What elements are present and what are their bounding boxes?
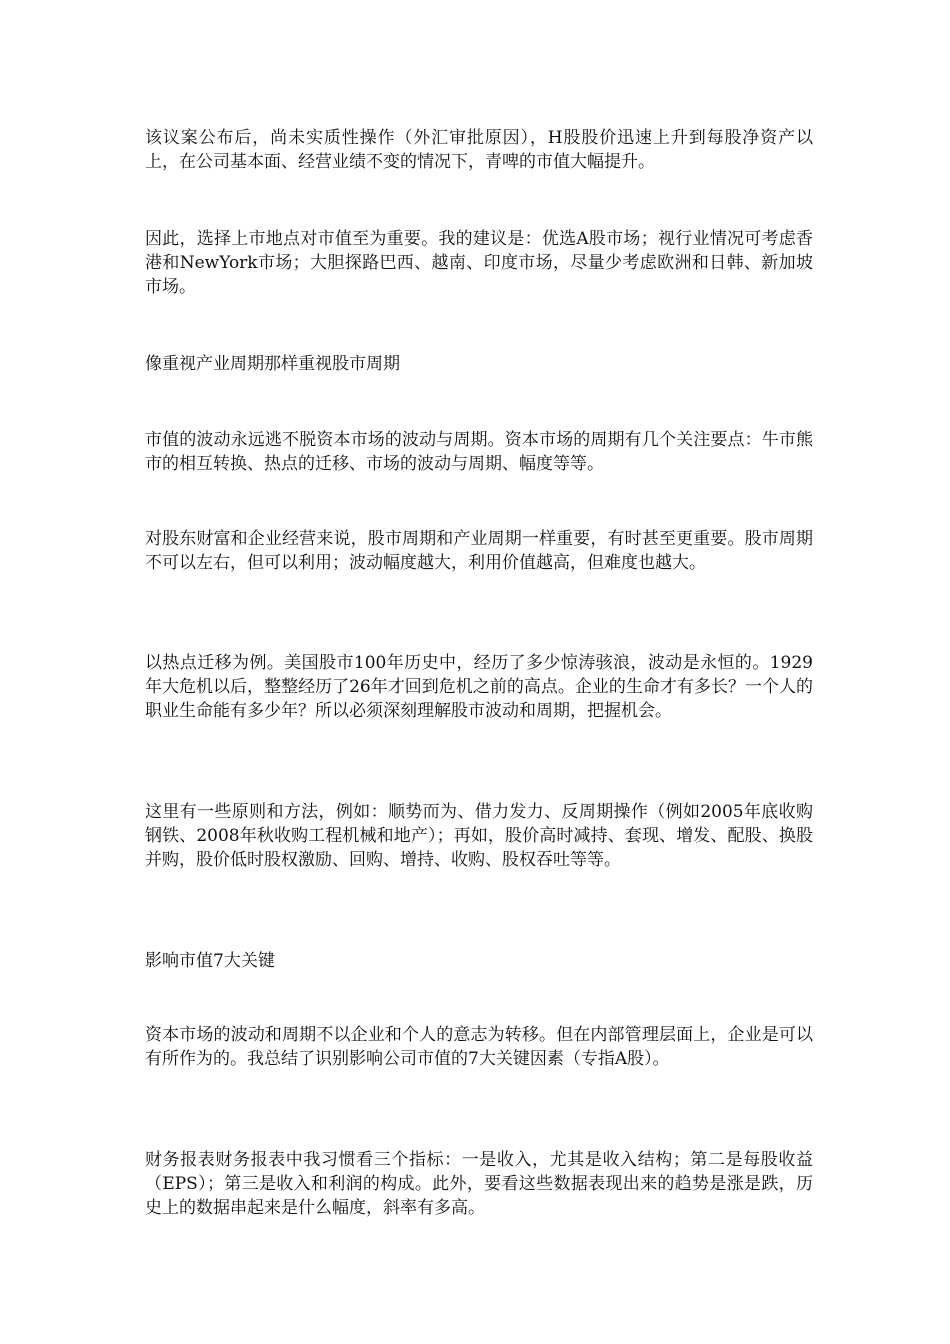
paragraph-internal-management: 资本市场的波动和周期不以企业和个人的意志为转移。但在内部管理层面上，企业是可以有所作为的。我总结了识别影响公司市值的7大关键因素（专指A股）。	[145, 1025, 813, 1069]
paragraph-market-volatility: 市值的波动永远逃不脱资本市场的波动与周期。资本市场的周期有几个关注要点：牛市熊市的相互转换、热点的迁移、市场的波动与周期、幅度等等。	[145, 430, 813, 474]
paragraph-shareholder-wealth: 对股东财富和企业经营来说，股市周期和产业周期一样重要，有时甚至更重要。股市周期不可以左右，但可以利用；波动幅度越大，利用价值越高，但难度也越大。	[145, 529, 813, 573]
paragraph-listing-location: 因此，选择上市地点对市值至为重要。我的建议是：优选A股市场；视行业情况可考虑香港和NewYork市场；大胆探路巴西、越南、印度市场，尽量少考虑欧洲和日韩、新加坡市场。	[145, 229, 813, 297]
paragraph-principles-methods: 这里有一些原则和方法，例如：顺势而为、借力发力、反周期操作（例如2005年底收购钢铁、2008年秋收购工程机械和地产）；再如，股价高时减持、套现、增发、配股、换股并购，股价低时股权激励、回购、增持、收购、股权吞吐等等。	[145, 802, 813, 870]
paragraph-financial-statements: 财务报表财务报表中我习惯看三个指标：一是收入，尤其是收入结构；第二是每股收益（EPS）；第三是收入和利润的构成。此外，要看这些数据表现出来的趋势是涨是跌，历史上的数据串起来是什么幅度，斜率有多高。	[145, 1150, 813, 1218]
paragraph-h-share-listing: 该议案公布后，尚未实质性操作（外汇审批原因），H股股价迅速上升到每股净资产以上，在公司基本面、经营业绩不变的情况下，青啤的市值大幅提升。	[145, 128, 813, 172]
paragraph-hotspot-migration: 以热点迁移为例。美国股市100年历史中，经历了多少惊涛骇浪，波动是永恒的。1929年大危机以后，整整经历了26年才回到危机之前的高点。企业的生命才有多长？一个人的职业生命能有多少年？所以必须深刻理解股市波动和周期，把握机会。	[145, 653, 813, 721]
section-heading-market-cycle: 像重视产业周期那样重视股市周期	[145, 354, 400, 374]
section-heading-seven-keys: 影响市值7大关键	[145, 951, 275, 971]
